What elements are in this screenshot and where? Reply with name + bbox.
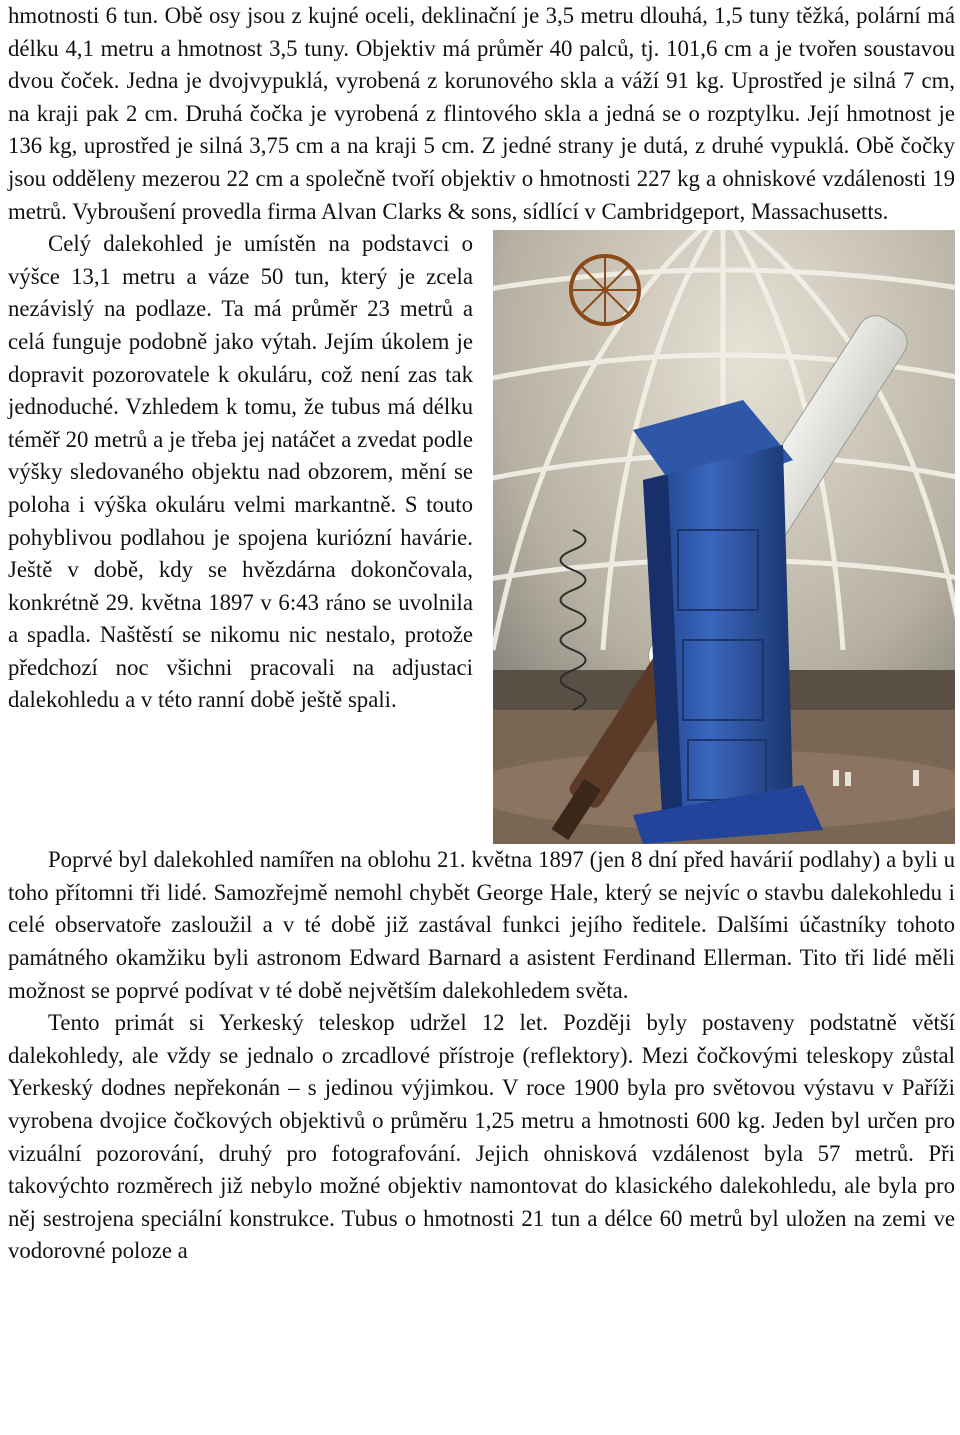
paragraph-2: Celý dalekohled je umístěn na podstavci o výšce 13,1 metru a váze 50 tun, který je zcela nezávislý na podlaze. Ta má průměr 23 metrů a celá funguje podobně jako výtah. Jejím úkolem je dopravit pozorovatele k okuláru, což není zas tak jednoduché. Vzhledem k tomu, že tubus má délku téměř 20 metrů a je třeba jej natáčet a zvedat podle výšky sledovaného objektu nad obzorem, mění se poloha i výška okuláru velmi markantně. S touto pohyblivou podlahou je spojena kuriózní havárie. Ještě v době, kdy se hvězdárna dokončovala, konkrétně 29. května 1897 v 6:43 ráno se uvolnila a spadla. Naštěstí se nikomu nic nestalo, protože předchozí noc všichni pracovali na adjustaci dalekohledu a v této ranní době ještě spali. (8, 231, 473, 713)
telescope-photo (493, 230, 955, 844)
paragraph-1: hmotnosti 6 tun. Obě osy jsou z kujné oceli, deklinační je 3,5 metru dlouhá, 1,5 tuny těžká, polární má délku 4,1 metru a hmotnost 3,5 tuny. Objektiv má průměr 40 palců, tj. 101,6 cm a je tvořen soustavou dvou čoček. Jedna je dvojvypuklá, vyrobená z korunového skla a váží 91 kg. Uprostřed je silná 7 cm, na kraji pak 2 cm. Druhá čočka je vyrobená z flintového skla a jedná se o rozptylku. Její hmotnost je 136 kg, uprostřed je silná 3,75 cm a na kraji 5 cm. Z jedné strany je dutá, z druhé vypuklá. Obě čočky jsou odděleny mezerou 22 cm a společně tvoří objektiv o hmotnosti 227 kg a ohniskové vzdálenosti 19 metrů. Vybroušení provedla firma Alvan Clarks & sons, sídlící v Cambridgeport, Massachusetts. (8, 3, 955, 224)
document-page (8, 0, 955, 1268)
paragraph-4: Tento primát si Yerkeský teleskop udržel 12 let. Později byly postaveny podstatně větší dalekohledy, ale vždy se jednalo o zrcadlové přístroje (reflektory). Mezi čočkovými teleskopy zůstal Yerkeský dodnes nepřekonán – s jedinou výjimkou. V roce 1900 byla pro světovou výstavu v Paříži vyrobena dvojice čočkových objektivů o průměru 1,25 metru a hmotnosti 600 kg. Jeden byl určen pro vizuální pozorování, druhý pro fotografování. Jejich ohnisková vzdálenost byla 57 metrů. Při takovýchto rozměrech již nebylo možné objektiv namontovat do klasického dalekohledu, ale byla pro něj sestrojena speciální konstrukce. Tubus o hmotnosti 21 tun a délce 60 metrů byl uložen na zemi ve vodorovné poloze a (8, 1010, 955, 1264)
paragraph-3: Poprvé byl dalekohled namířen na oblohu 21. května 1897 (jen 8 dní před havárií podlahy) a byli u toho přítomni tři lidé. Samozřejmě nemohl chybět George Hale, který se nejvíc o stavbu dalekohledu i celé observatoře zasloužil a v té době již zastával funkci jejího ředitele. Dalšími účastníky tohoto památného okamžiku byli astronom Edward Barnard a asistent Ferdinand Ellerman. Tito tři lidé měli možnost se poprvé podívat v té době největším dalekohledem světa. (8, 847, 955, 1003)
